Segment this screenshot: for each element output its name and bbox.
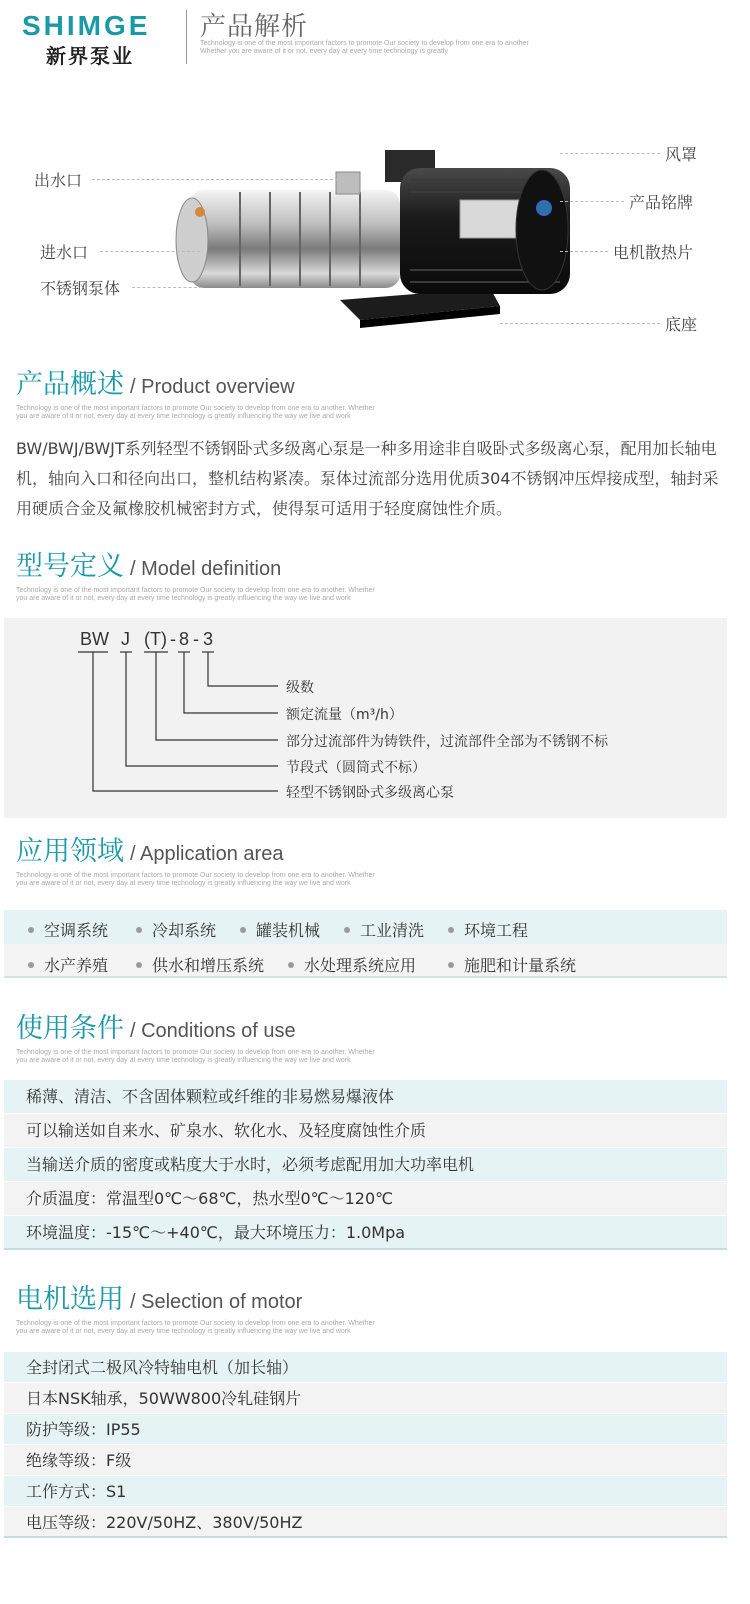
- page-title: 产品解析: [200, 12, 309, 42]
- section-title: 型号定义: [16, 551, 124, 582]
- application-item: 罐装机械: [240, 918, 320, 941]
- model-code-j: J: [121, 629, 130, 649]
- application-item: 水产养殖: [28, 953, 108, 976]
- callout-line: [560, 251, 608, 252]
- model-definition-panel: [4, 618, 727, 818]
- section-title: 产品概述: [16, 369, 124, 400]
- motor-spec-row: 绝缘等级：F级: [4, 1445, 727, 1476]
- conditions-list: [4, 1080, 727, 1250]
- callout-line: [560, 201, 624, 202]
- section-heading-conditions: [16, 1006, 376, 1065]
- label-base: 底座: [665, 315, 698, 334]
- section-subtitle: / Product overview: [130, 376, 295, 398]
- callout-line: [132, 287, 202, 288]
- callout-line: [100, 251, 200, 252]
- application-item: 供水和增压系统: [136, 953, 264, 976]
- application-item: 工业清洗: [344, 918, 424, 941]
- label-nameplate: 产品铭牌: [629, 193, 694, 212]
- label-fan-cover: 风罩: [665, 145, 698, 164]
- section-tagline: Technology is one of the most important factors to promote Our society to develop from one era to another. Whether you are aware of it or not, every day at every time technology is greatly influencing the way we live and work: [16, 1320, 375, 1335]
- model-label-segmented: 节段式（圆筒式不标）: [286, 760, 426, 776]
- label-stainless-body: 不锈钢泵体: [40, 279, 121, 298]
- section-heading-application: [16, 829, 376, 888]
- motor-spec-row: 全封闭式二极风冷特轴电机（加长轴）: [4, 1352, 727, 1383]
- condition-row: 环境温度：-15℃～+40℃，最大环境压力：1.0Mpa: [4, 1216, 727, 1250]
- callout-line: [560, 153, 660, 154]
- model-code-flow: 8: [179, 629, 190, 649]
- motor-spec-row: 电压等级：220V/50HZ、380V/50HZ: [4, 1507, 727, 1538]
- page-header: [0, 0, 750, 70]
- section-tagline: Technology is one of the most important factors to promote Our society to develop from one era to another. Whether you are aware of it or not, every day at every time technology is greatly influencing the way we live and work: [16, 587, 375, 602]
- section-tagline: Technology is one of the most important factors to promote Our society to develop from one era to another. Whether you are aware of it or not, every day at every time technology is greatly influencing the way we live and work: [16, 872, 375, 887]
- condition-row: 可以输送如自来水、矿泉水、软化水、及轻度腐蚀性介质: [4, 1114, 727, 1148]
- label-outlet: 出水口: [34, 171, 83, 190]
- callout-line: [500, 323, 660, 324]
- pump-image: [170, 120, 590, 340]
- application-item: 环境工程: [448, 918, 528, 941]
- model-code-bw: BW: [80, 629, 109, 649]
- application-item: 施肥和计量系统: [448, 953, 576, 976]
- section-heading-model: [16, 544, 376, 603]
- application-list: [4, 910, 727, 978]
- model-label-flow: 额定流量（m³/h）: [286, 707, 403, 723]
- model-code-dash: -: [193, 629, 199, 649]
- section-subtitle: / Model definition: [130, 558, 282, 580]
- section-title: 电机选用: [16, 1284, 124, 1315]
- label-heat-sink: 电机散热片: [613, 243, 694, 262]
- motor-spec-row: 防护等级：IP55: [4, 1414, 727, 1445]
- section-subtitle: / Application area: [130, 843, 284, 865]
- section-heading-motor: [16, 1277, 376, 1336]
- condition-row: 稀薄、清洁、不含固体颗粒或纤维的非易燃易爆液体: [4, 1080, 727, 1114]
- model-label-castings: 部分过流部件为铸铁件，过流部件全部为不锈钢不标: [286, 734, 608, 750]
- motor-spec-list: [4, 1352, 727, 1538]
- section-heading-overview: [16, 362, 376, 421]
- brand-logo-cn: 新界泵业: [46, 44, 134, 68]
- application-item: 空调系统: [28, 918, 108, 941]
- header-tagline: Technology is one of the most important factors to promote Our society to develop from one era to another Whether you are aware of it or not, every day at every time technology is greatly: [200, 40, 529, 55]
- model-code-t: (T): [144, 629, 167, 649]
- model-label-stages: 级数: [286, 680, 314, 696]
- motor-spec-row: 工作方式：S1: [4, 1476, 727, 1507]
- callout-line: [92, 179, 338, 180]
- application-item: 冷却系统: [136, 918, 216, 941]
- section-subtitle: / Selection of motor: [130, 1291, 303, 1313]
- section-tagline: Technology is one of the most important factors to promote Our society to develop from one era to another. Whether you are aware of it or not, every day at every time technology is greatly influencing the way we live and work: [16, 405, 375, 420]
- pump-diagram: [0, 120, 750, 350]
- model-label-light-pump: 轻型不锈钢卧式多级离心泵: [286, 785, 454, 801]
- motor-spec-row: 日本NSK轴承，50WW800冷轧硅钢片: [4, 1383, 727, 1414]
- section-subtitle: / Conditions of use: [130, 1020, 296, 1042]
- condition-row: 当输送介质的密度或粘度大于水时，必须考虑配用加大功率电机: [4, 1148, 727, 1182]
- model-code-dash: -: [170, 629, 176, 649]
- application-item: 水处理系统应用: [288, 953, 416, 976]
- condition-row: 介质温度：常温型0℃～68℃，热水型0℃～120℃: [4, 1182, 727, 1216]
- section-title: 使用条件: [16, 1013, 124, 1044]
- overview-paragraph: BW/BWJ/BWJT系列轻型不锈钢卧式多级离心泵是一种多用途非自吸卧式多级离心泵，配用加长轴电机，轴向入口和径向出口，整机结构紧凑。泵体过流部分选用优质304不锈钢冲压焊接成型，轴封采用硬质合金及氟橡胶机械密封方式，使得泵可适用于轻度腐蚀性介质。: [16, 439, 719, 518]
- section-title: 应用领域: [16, 836, 124, 867]
- section-tagline: Technology is one of the most important factors to promote Our society to develop from one era to another. Whether you are aware of it or not, every day at every time technology is greatly influencing the way we live and work: [16, 1049, 375, 1064]
- label-inlet: 进水口: [40, 243, 89, 262]
- model-code-stages: 3: [203, 629, 214, 649]
- brand-logo-en: SHIMGE: [22, 10, 151, 41]
- header-divider: [186, 10, 187, 64]
